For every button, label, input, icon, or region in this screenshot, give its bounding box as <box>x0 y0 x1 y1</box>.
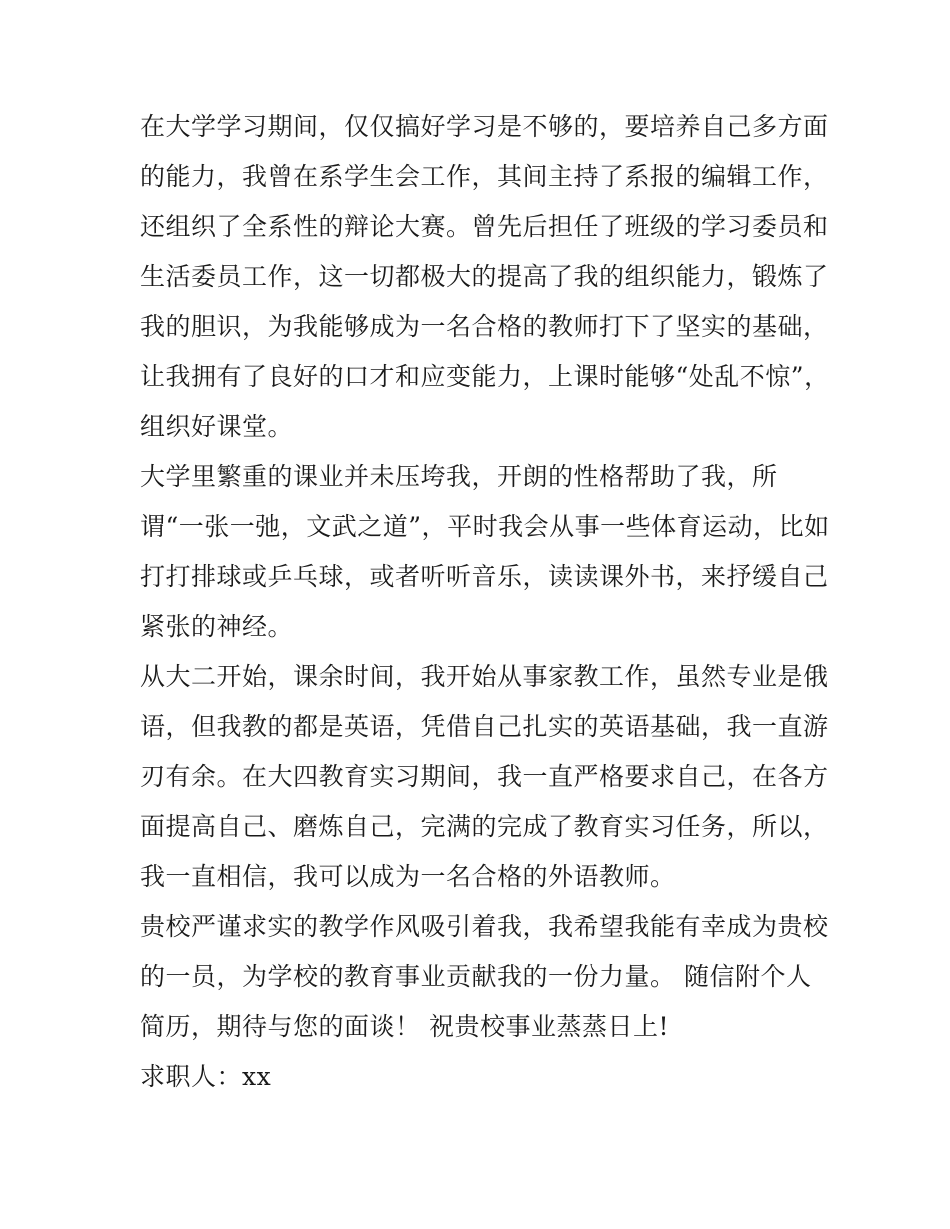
text-line: 让我拥有了良好的口才和应变能力，上课时能够“处乱不惊”， <box>140 362 830 391</box>
paragraph-4 <box>140 902 829 1052</box>
paragraph-2 <box>140 452 830 652</box>
text-line: 从大二开始，课余时间，我开始从事家教工作，虽然专业是俄 <box>140 662 829 691</box>
text-line: 刃有余。在大四教育实习期间，我一直严格要求自己，在各方 <box>140 762 829 791</box>
text-line: 紧张的神经。 <box>140 612 294 641</box>
text-line: 的能力，我曾在系学生会工作，其间主持了系报的编辑工作， <box>140 162 829 191</box>
text-line: 的一员，为学校的教育事业贡献我的一份力量。 随信附个人 <box>140 962 812 991</box>
text-line: 面提高自己、磨炼自己，完满的完成了教育实习任务，所以， <box>140 812 829 841</box>
text-line: 我的胆识，为我能够成为一名合格的教师打下了坚实的基础， <box>140 312 829 341</box>
text-line: 还组织了全系性的辩论大赛。曾先后担任了班级的学习委员和 <box>140 212 829 241</box>
text-line: 简历，期待与您的面谈！ 祝贵校事业蒸蒸日上! <box>140 1012 669 1041</box>
text-line: 谓“一张一弛，文武之道”，平时我会从事一些体育运动，比如 <box>140 512 830 541</box>
text-line: 生活委员工作，这一切都极大的提高了我的组织能力，锻炼了 <box>140 262 829 291</box>
paragraph-1 <box>140 102 830 452</box>
text-line: 我一直相信，我可以成为一名合格的外语教师。 <box>140 862 676 891</box>
text-line: 贵校严谨求实的教学作风吸引着我，我希望我能有幸成为贵校 <box>140 912 829 941</box>
text-line: 语，但我教的都是英语，凭借自己扎实的英语基础，我一直游 <box>140 712 829 741</box>
document-body <box>140 102 830 1102</box>
text-line: 在大学学习期间，仅仅搞好学习是不够的，要培养自己多方面 <box>140 112 829 141</box>
text-line: 打打排球或乒乓球，或者听听音乐，读读课外书，来抒缓自己 <box>140 562 829 591</box>
signature: 求职人：xx <box>140 1062 272 1091</box>
text-line: 大学里繁重的课业并未压垮我，开朗的性格帮助了我，所 <box>140 462 778 491</box>
text-line: 组织好课堂。 <box>140 412 294 441</box>
paragraph-3 <box>140 652 829 902</box>
